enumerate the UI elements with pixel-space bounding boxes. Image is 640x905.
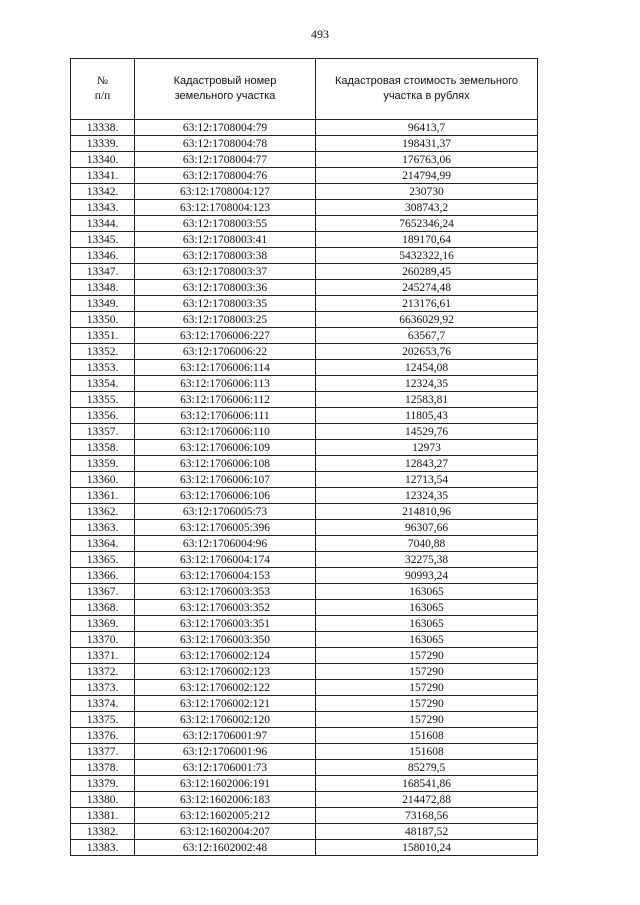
table-row [71,552,538,568]
table-header-row [71,59,538,120]
row-number-cell: 13371. [71,648,135,664]
cadastral-number-cell: 63:12:1706006:107 [135,472,316,488]
row-number-cell: 13361. [71,488,135,504]
cadastral-value-cell: 157290 [316,712,538,728]
cadastral-value-cell: 12973 [316,440,538,456]
row-number-cell: 13372. [71,664,135,680]
table-row [71,696,538,712]
table-row [71,456,538,472]
cadastral-value-cell: 245274,48 [316,280,538,296]
table-row [71,344,538,360]
cadastral-number-cell: 63:12:1706001:97 [135,728,316,744]
cadastral-number-cell: 63:12:1602004:207 [135,824,316,840]
table-row [71,264,538,280]
cadastral-number-cell: 63:12:1708004:127 [135,184,316,200]
cadastral-value-cell: 214794,99 [316,168,538,184]
cadastral-value-table [70,58,538,856]
header-number-line2: п/п [94,90,111,102]
cadastral-number-cell: 63:12:1706005:73 [135,504,316,520]
cadastral-number-cell: 63:12:1708004:123 [135,200,316,216]
cadastral-value-cell: 12713,54 [316,472,538,488]
cadastral-number-cell: 63:12:1708004:76 [135,168,316,184]
cadastral-value-cell: 96307,66 [316,520,538,536]
cadastral-number-cell: 63:12:1708004:79 [135,120,316,136]
table-row [71,200,538,216]
row-number-cell: 13342. [71,184,135,200]
row-number-cell: 13356. [71,408,135,424]
row-number-cell: 13354. [71,376,135,392]
cadastral-number-cell: 63:12:1602006:183 [135,792,316,808]
row-number-cell: 13373. [71,680,135,696]
row-number-cell: 13383. [71,840,135,856]
table-row [71,712,538,728]
cadastral-value-cell: 6636029,92 [316,312,538,328]
row-number-cell: 13357. [71,424,135,440]
row-number-cell: 13355. [71,392,135,408]
cadastral-number-cell: 63:12:1706002:122 [135,680,316,696]
cadastral-number-cell: 63:12:1706006:113 [135,376,316,392]
cadastral-value-cell: 157290 [316,696,538,712]
cadastral-number-cell: 63:12:1708003:55 [135,216,316,232]
cadastral-value-cell: 308743,2 [316,200,538,216]
cadastral-value-cell: 151608 [316,728,538,744]
cadastral-value-cell: 12843,27 [316,456,538,472]
table-row [71,632,538,648]
cadastral-value-cell: 11805,43 [316,408,538,424]
table-row [71,408,538,424]
cadastral-number-cell: 63:12:1708003:35 [135,296,316,312]
cadastral-number-cell: 63:12:1708004:77 [135,152,316,168]
row-number-cell: 13359. [71,456,135,472]
cadastral-number-cell: 63:12:1706006:110 [135,424,316,440]
cadastral-number-cell: 63:12:1706004:174 [135,552,316,568]
table-row [71,312,538,328]
row-number-cell: 13378. [71,760,135,776]
table-row [71,840,538,856]
row-number-cell: 13364. [71,536,135,552]
row-number-cell: 13379. [71,776,135,792]
header-number [71,59,135,120]
row-number-cell: 13345. [71,232,135,248]
table-row [71,328,538,344]
cadastral-number-cell: 63:12:1602006:191 [135,776,316,792]
cadastral-number-cell: 63:12:1706006:112 [135,392,316,408]
table-row [71,536,538,552]
cadastral-value-cell: 85279,5 [316,760,538,776]
table-row [71,760,538,776]
header-cadastral-value [316,59,538,120]
table-row [71,136,538,152]
table-row [71,600,538,616]
row-number-cell: 13353. [71,360,135,376]
table-row [71,808,538,824]
row-number-cell: 13339. [71,136,135,152]
table-row [71,296,538,312]
cadastral-number-cell: 63:12:1708003:41 [135,232,316,248]
cadastral-number-cell: 63:12:1706002:121 [135,696,316,712]
row-number-cell: 13338. [71,120,135,136]
row-number-cell: 13377. [71,744,135,760]
table-row [71,680,538,696]
row-number-cell: 13370. [71,632,135,648]
table-row [71,728,538,744]
row-number-cell: 13367. [71,584,135,600]
cadastral-number-cell: 63:12:1706005:396 [135,520,316,536]
cadastral-number-cell: 63:12:1706002:124 [135,648,316,664]
row-number-cell: 13343. [71,200,135,216]
row-number-cell: 13368. [71,600,135,616]
cadastral-value-cell: 157290 [316,664,538,680]
cadastral-value-cell: 189170,64 [316,232,538,248]
cadastral-value-cell: 12324,35 [316,488,538,504]
table-body [71,120,538,856]
cadastral-value-cell: 157290 [316,680,538,696]
table-row [71,824,538,840]
cadastral-number-cell: 63:12:1706006:111 [135,408,316,424]
table-row [71,664,538,680]
cadastral-value-cell: 151608 [316,744,538,760]
cadastral-value-cell: 176763,06 [316,152,538,168]
cadastral-number-cell: 63:12:1706006:106 [135,488,316,504]
cadastral-value-cell: 163065 [316,584,538,600]
table-row [71,504,538,520]
row-number-cell: 13365. [71,552,135,568]
row-number-cell: 13362. [71,504,135,520]
row-number-cell: 13360. [71,472,135,488]
table-row [71,424,538,440]
row-number-cell: 13375. [71,712,135,728]
table-row [71,216,538,232]
cadastral-value-cell: 157290 [316,648,538,664]
cadastral-number-cell: 63:12:1708003:38 [135,248,316,264]
cadastral-value-cell: 7040,88 [316,536,538,552]
header-number-line1: № [97,75,108,87]
row-number-cell: 13366. [71,568,135,584]
cadastral-value-cell: 214810,96 [316,504,538,520]
cadastral-number-cell: 63:12:1708003:37 [135,264,316,280]
table-row [71,232,538,248]
cadastral-value-cell: 14529,76 [316,424,538,440]
header-cadastral-number [135,59,316,120]
cadastral-number-cell: 63:12:1708004:78 [135,136,316,152]
table-row [71,792,538,808]
cadastral-value-cell: 163065 [316,616,538,632]
cadastral-number-cell: 63:12:1706002:123 [135,664,316,680]
cadastral-value-cell: 73168,56 [316,808,538,824]
row-number-cell: 13381. [71,808,135,824]
cadastral-value-cell: 12454,08 [316,360,538,376]
row-number-cell: 13382. [71,824,135,840]
row-number-cell: 13374. [71,696,135,712]
cadastral-value-cell: 168541,86 [316,776,538,792]
cadastral-number-cell: 63:12:1706006:114 [135,360,316,376]
cadastral-number-cell: 63:12:1706004:96 [135,536,316,552]
row-number-cell: 13344. [71,216,135,232]
cadastral-number-cell: 63:12:1706002:120 [135,712,316,728]
cadastral-value-cell: 214472,88 [316,792,538,808]
cadastral-value-cell: 48187,52 [316,824,538,840]
cadastral-value-cell: 163065 [316,632,538,648]
table-row [71,744,538,760]
cadastral-value-cell: 5432322,16 [316,248,538,264]
table-row [71,360,538,376]
cadastral-value-cell: 198431,37 [316,136,538,152]
row-number-cell: 13376. [71,728,135,744]
cadastral-number-cell: 63:12:1706006:109 [135,440,316,456]
row-number-cell: 13351. [71,328,135,344]
cadastral-value-cell: 12324,35 [316,376,538,392]
header-cadastral-line2: земельного участка [174,90,276,102]
cadastral-value-cell: 12583,81 [316,392,538,408]
cadastral-number-cell: 63:12:1602005:212 [135,808,316,824]
cadastral-number-cell: 63:12:1706003:353 [135,584,316,600]
cadastral-number-cell: 63:12:1706001:96 [135,744,316,760]
cadastral-value-cell: 230730 [316,184,538,200]
row-number-cell: 13369. [71,616,135,632]
cadastral-number-cell: 63:12:1708003:36 [135,280,316,296]
cadastral-value-cell: 158010,24 [316,840,538,856]
page-number: 493 [311,27,329,41]
row-number-cell: 13341. [71,168,135,184]
cadastral-number-cell: 63:12:1706003:350 [135,632,316,648]
cadastral-number-cell: 63:12:1706006:227 [135,328,316,344]
cadastral-number-cell: 63:12:1706004:153 [135,568,316,584]
table-row [71,488,538,504]
table-row [71,472,538,488]
row-number-cell: 13348. [71,280,135,296]
row-number-cell: 13349. [71,296,135,312]
table-row [71,440,538,456]
header-value-line2: участка в рублях [383,90,470,102]
row-number-cell: 13350. [71,312,135,328]
row-number-cell: 13352. [71,344,135,360]
table-row [71,776,538,792]
cadastral-number-cell: 63:12:1706003:352 [135,600,316,616]
cadastral-number-cell: 63:12:1602002:48 [135,840,316,856]
cadastral-value-cell: 96413,7 [316,120,538,136]
cadastral-value-cell: 213176,61 [316,296,538,312]
table-row [71,120,538,136]
cadastral-value-cell: 32275,38 [316,552,538,568]
row-number-cell: 13363. [71,520,135,536]
table-row [71,616,538,632]
table-row [71,280,538,296]
cadastral-value-cell: 163065 [316,600,538,616]
header-cadastral-line1: Кадастровый номер [173,75,277,87]
row-number-cell: 13380. [71,792,135,808]
cadastral-value-cell: 63567,7 [316,328,538,344]
table-row [71,184,538,200]
table-row [71,568,538,584]
cadastral-value-cell: 202653,76 [316,344,538,360]
cadastral-value-cell: 90993,24 [316,568,538,584]
cadastral-number-cell: 63:12:1706006:108 [135,456,316,472]
row-number-cell: 13346. [71,248,135,264]
cadastral-number-cell: 63:12:1706001:73 [135,760,316,776]
row-number-cell: 13340. [71,152,135,168]
table-row [71,376,538,392]
cadastral-number-cell: 63:12:1706006:22 [135,344,316,360]
table-row [71,648,538,664]
row-number-cell: 13358. [71,440,135,456]
row-number-cell: 13347. [71,264,135,280]
table-row [71,248,538,264]
cadastral-number-cell: 63:12:1706003:351 [135,616,316,632]
cadastral-value-cell: 7652346,24 [316,216,538,232]
table-row [71,520,538,536]
table-row [71,392,538,408]
table-row [71,168,538,184]
header-value-line1: Кадастровая стоимость земельного [335,75,518,87]
cadastral-value-cell: 260289,45 [316,264,538,280]
cadastral-number-cell: 63:12:1708003:25 [135,312,316,328]
table-row [71,584,538,600]
table-row [71,152,538,168]
